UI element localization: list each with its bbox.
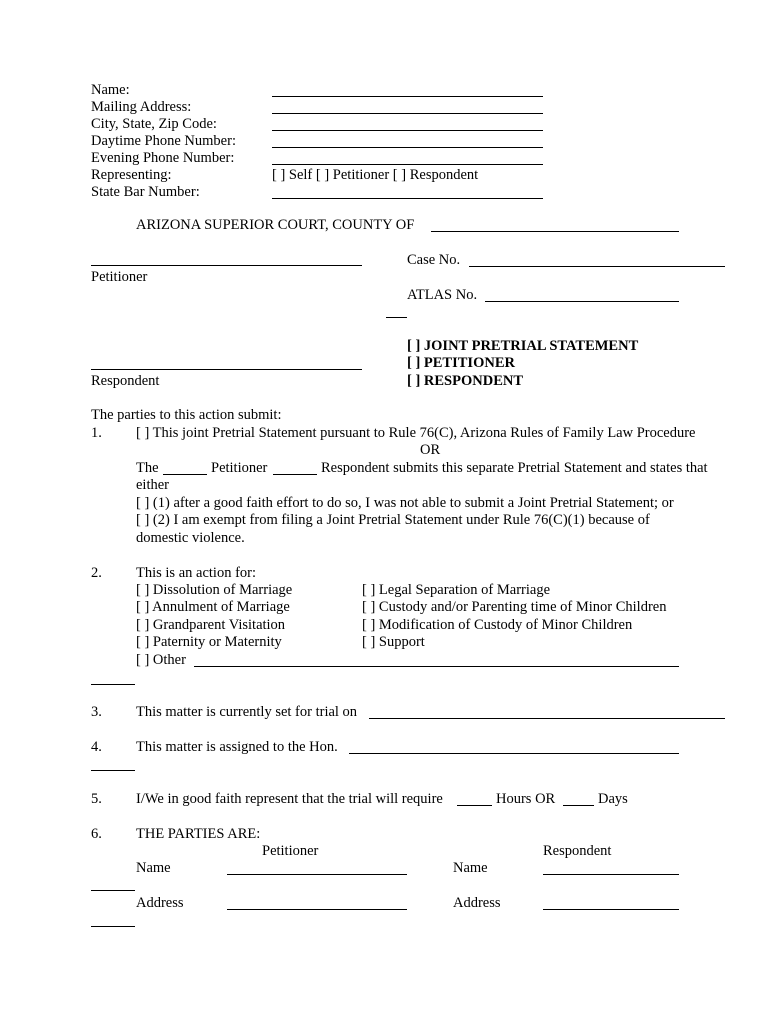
- hours-or-label: Hours OR: [496, 791, 556, 807]
- case-no-field[interactable]: [469, 266, 725, 267]
- petitioner-label: Petitioner: [91, 269, 148, 285]
- court-title: ARIZONA SUPERIOR COURT, COUNTY OF: [136, 217, 415, 233]
- atlas-no-field[interactable]: [485, 301, 679, 302]
- section-1-respondent-text: Respondent submits this separate Pretrial Statement and states that: [321, 460, 708, 476]
- action-custody[interactable]: [ ] Custody and/or Parenting time of Minor Children: [362, 599, 667, 615]
- section-4-number: 4.: [91, 739, 102, 755]
- respondent-address-field[interactable]: [543, 909, 679, 910]
- respondent-blank[interactable]: [273, 474, 317, 475]
- city-state-zip-field[interactable]: [272, 130, 543, 131]
- action-grandparent[interactable]: [ ] Grandparent Visitation: [136, 617, 286, 633]
- petitioner-address-label: Address: [136, 895, 184, 911]
- action-dissolution[interactable]: [ ] Dissolution of Marriage: [136, 582, 293, 598]
- section-1-or: OR: [420, 442, 441, 458]
- action-other-field[interactable]: [194, 666, 679, 667]
- daytime-phone-field[interactable]: [272, 147, 543, 148]
- hours-field[interactable]: [457, 805, 492, 806]
- section-1-option-1[interactable]: [ ] (1) after a good faith effort to do so, I was not able to submit a Joint Pretrial Statement; or: [136, 495, 674, 511]
- action-modification[interactable]: [ ] Modification of Custody of Minor Children: [362, 617, 633, 633]
- mailing-address-label: Mailing Address:: [91, 99, 192, 115]
- section-2-number: 2.: [91, 565, 102, 581]
- margin-mark: [91, 684, 135, 685]
- evening-phone-field[interactable]: [272, 164, 543, 165]
- petitioner-address-field[interactable]: [227, 909, 407, 910]
- section-3-number: 3.: [91, 704, 102, 720]
- action-support[interactable]: [ ] Support: [362, 634, 425, 650]
- section-1-the: The: [136, 460, 159, 476]
- section-6-text: THE PARTIES ARE:: [136, 826, 261, 842]
- margin-mark: [91, 890, 135, 891]
- respondent-name-field[interactable]: [543, 874, 679, 875]
- petitioner-name-label: Name: [136, 860, 171, 876]
- action-paternity[interactable]: [ ] Paternity or Maternity: [136, 634, 282, 650]
- divider-mark: [386, 317, 407, 318]
- atlas-no-label: ATLAS No.: [407, 287, 478, 303]
- section-1-joint-option[interactable]: [ ] This joint Pretrial Statement pursuant to Rule 76(C), Arizona Rules of Family Law Procedure: [136, 425, 696, 441]
- state-bar-field[interactable]: [272, 198, 543, 199]
- section-1-option-2[interactable]: [ ] (2) I am exempt from filing a Joint Pretrial Statement under Rule 76(C)(1) because of: [136, 512, 650, 528]
- section-1-option-2-cont: domestic violence.: [136, 530, 245, 546]
- days-label: Days: [598, 791, 628, 807]
- option-respondent[interactable]: [ ] RESPONDENT: [407, 373, 524, 389]
- section-5-text: I/We in good faith represent that the trial will require: [136, 791, 443, 807]
- respondent-name-line[interactable]: [91, 369, 362, 370]
- mailing-address-field[interactable]: [272, 113, 543, 114]
- judge-field[interactable]: [349, 753, 679, 754]
- option-joint-pretrial[interactable]: [ ] JOINT PRETRIAL STATEMENT: [407, 338, 639, 354]
- parties-respondent-heading: Respondent: [543, 843, 612, 859]
- case-no-label: Case No.: [407, 252, 461, 268]
- name-label: Name:: [91, 82, 130, 98]
- parties-petitioner-heading: Petitioner: [262, 843, 319, 859]
- representing-label: Representing:: [91, 167, 172, 183]
- petitioner-name-line[interactable]: [91, 265, 362, 266]
- option-petitioner[interactable]: [ ] PETITIONER: [407, 355, 515, 371]
- section-1-either: either: [136, 477, 170, 493]
- action-other[interactable]: [ ] Other: [136, 652, 186, 668]
- respondent-address-label: Address: [453, 895, 501, 911]
- action-annulment[interactable]: [ ] Annulment of Marriage: [136, 599, 290, 615]
- daytime-phone-label: Daytime Phone Number:: [91, 133, 236, 149]
- respondent-label: Respondent: [91, 373, 160, 389]
- petitioner-name-field[interactable]: [227, 874, 407, 875]
- state-bar-label: State Bar Number:: [91, 184, 200, 200]
- respondent-name-label: Name: [453, 860, 488, 876]
- section-4-text: This matter is assigned to the Hon.: [136, 739, 338, 755]
- section-5-number: 5.: [91, 791, 102, 807]
- action-legal-separation[interactable]: [ ] Legal Separation of Marriage: [362, 582, 551, 598]
- representing-options[interactable]: [ ] Self [ ] Petitioner [ ] Respondent: [272, 167, 479, 183]
- days-field[interactable]: [563, 805, 594, 806]
- section-1-number: 1.: [91, 425, 102, 441]
- section-3-text: This matter is currently set for trial on: [136, 704, 358, 720]
- section-2-text: This is an action for:: [136, 565, 257, 581]
- margin-mark: [91, 770, 135, 771]
- city-state-zip-label: City, State, Zip Code:: [91, 116, 217, 132]
- intro-text: The parties to this action submit:: [91, 407, 282, 423]
- petitioner-blank[interactable]: [163, 474, 207, 475]
- section-6-number: 6.: [91, 826, 102, 842]
- margin-mark: [91, 926, 135, 927]
- section-1-petitioner: Petitioner: [211, 460, 268, 476]
- county-field[interactable]: [431, 231, 679, 232]
- trial-date-field[interactable]: [369, 718, 725, 719]
- evening-phone-label: Evening Phone Number:: [91, 150, 235, 166]
- name-field[interactable]: [272, 96, 543, 97]
